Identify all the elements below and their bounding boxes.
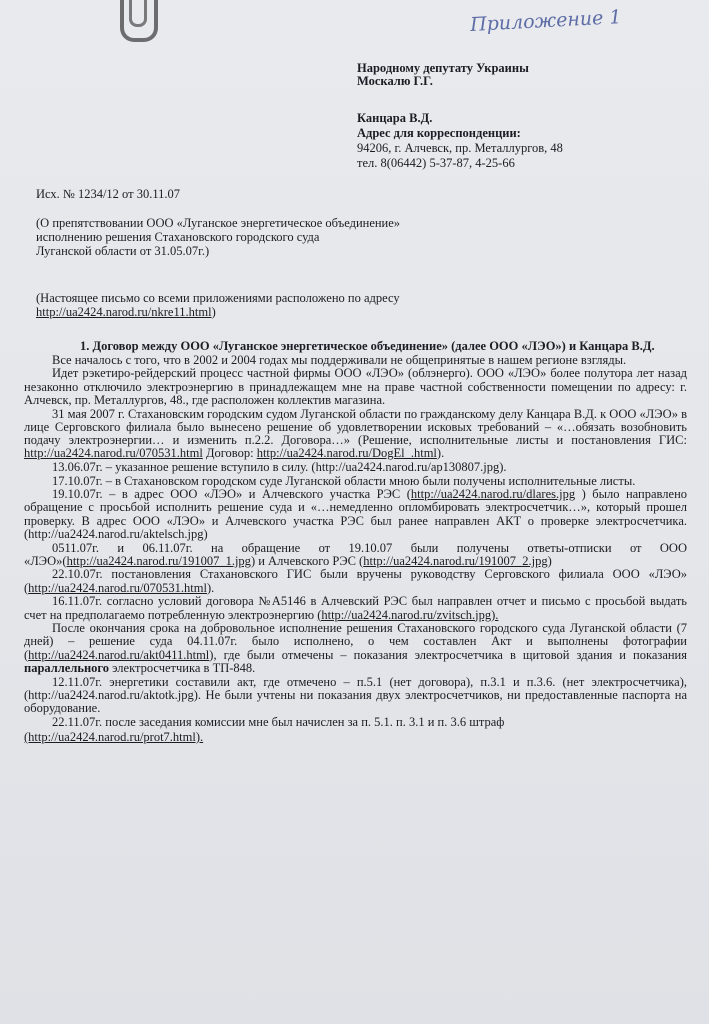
link-prot7[interactable]: (http://ua2424.narod.ru/prot7.html).	[24, 729, 204, 744]
paragraph-4: 13.06.07г. – указанное решение вступило в силу. (http://ua2424.narod.ru/ap130807.jpg).	[52, 459, 507, 474]
link-191007-2[interactable]: http://ua2424.narod.ru/191007_2.jpg	[363, 553, 548, 568]
paragraph-8-a: 22.10.07г. постановления Стахановского ГИС были вручены руководству Серговского филиала ООО «ЛЭО» (	[24, 567, 687, 595]
paragraph-7-c: )	[547, 553, 552, 568]
paragraph-2: Идет рэкетиро-рейдерский процесс частной фирмы ООО «ЛЭО» (облэнерго). ООО «ЛЭО» более полутора лет назад незаконно отключило электроэнергию в принадлежащем мне на праве частной собственности помещении по адресу: г. Алчевск, пр. Металлургов, 48., где расположен коллектив магазина.	[24, 366, 687, 407]
paragraph-3	[24, 408, 687, 461]
sender-address-label: Адрес для корреспонденции:	[357, 126, 521, 140]
paragraph-11: 12.11.07г. энергетики составили акт, где отмечено – п.5.1 (нет договора), п.3.1 и п.3.6. (нет электросчетчика), (http://ua2424.narod.ru/aktotk.jpg). Не были учтены ни показания двух электросчетчиков, ни предоставленные паспорта на оборудование.	[24, 674, 687, 715]
link-dogel[interactable]: http://ua2424.narod.ru/DogEl_.html	[256, 446, 437, 461]
link-070531-2[interactable]: http://ua2424.narod.ru/070531.html	[28, 580, 207, 595]
section-heading: 1. Договор между ООО «Луганское энергетическое объединение» (далее ООО «ЛЭО») и Канцара В.Д.	[80, 339, 655, 353]
subject-line1: (О препятствовании ООО «Луганское энергетическое объединение»	[36, 216, 401, 230]
paragraph-7-b: ) и Алчевского РЭС (	[250, 553, 364, 568]
note-line2	[36, 305, 400, 319]
paragraph-10	[24, 622, 687, 675]
note-block	[36, 291, 400, 319]
paragraph-6-b: ) было направлено обращение с просьбой исполнить решение суда и «…немедленно опломбировать электросчетчик…», который прошел проверку. В адрес ООО «ЛЭО» и Алчевского участка РЭС был ранее направлен АКТ о проверке электросчетчика. (http://ua2424.narod.ru/aktelsch.jpg)	[24, 487, 688, 541]
paragraph-10-b: ), где были отмечены – показания электросчетчика в щитовой здания и показания	[209, 647, 687, 662]
link-191007-1[interactable]: http://ua2424.narod.ru/191007_1.jpg	[66, 553, 251, 568]
paragraph-12: 22.11.07г. после заседания комиссии мне был начислен за п. 5.1. п. 3.1 и п. 3.6 штраф	[52, 714, 505, 729]
note-close: )	[211, 305, 216, 319]
paragraph-6	[24, 488, 687, 541]
paragraph-10-c: электросчетчика в ТП-848.	[109, 660, 256, 675]
paragraph-10-bold: параллельного	[24, 660, 110, 675]
paragraph-9	[24, 595, 687, 621]
paper-clip-inner	[129, 0, 147, 27]
paragraph-8	[24, 568, 687, 594]
note-line1: (Настоящее письмо со всеми приложениями расположено по адресу	[36, 291, 400, 305]
addressee-line1: Народному депутату Украины	[357, 61, 529, 75]
paragraph-5: 17.10.07г. – в Стахановском городском суде Луганской области мною были получены исполнительные листы.	[52, 473, 636, 488]
outgoing-reference: Исх. № 1234/12 от 30.11.07	[36, 187, 181, 201]
letter-body	[24, 340, 687, 745]
subject-block	[36, 216, 400, 258]
sender-block	[357, 111, 563, 171]
sender-name: Канцара В.Д.	[357, 111, 433, 125]
handwritten-note: Приложение 1	[469, 6, 623, 37]
paragraph-12-link-line	[24, 731, 687, 744]
paragraph-3-mid: Договор:	[202, 446, 257, 461]
link-070531[interactable]: http://ua2424.narod.ru/070531.html	[24, 446, 203, 461]
paragraph-3-text: 31 мая 2007 г. Стахановским городским судом Луганской области по гражданскому делу Канцара В.Д. к ООО «ЛЭО» в лице Серговского филиала было вынесено решение об удовлетворении исковых требований – «…обязать возобновить подачу электроэнергии… и изменить п.2.2. Договора…» (Решение, исполнительные листы и постановления ГИС:	[24, 406, 687, 447]
sender-address: 94206, г. Алчевск, пр. Металлургов, 48	[357, 141, 563, 155]
paragraph-8-b: ).	[206, 580, 215, 595]
paragraph-9-text: 16.11.07г. согласно условий договора №А5146 в Алчевский РЭС был направлен отчет и письмо с просьбой выдать счет на предполагаемо потребленную электроэнергию	[24, 594, 687, 622]
sender-phone: тел. 8(06442) 5-37-87, 4-25-66	[357, 156, 515, 170]
paragraph-10-a: После окончания срока на добровольное исполнение решения Стахановского городского суда Луганской области (7 дней) – решение суда 04.11.07г. было исполнено, о чем составлен Акт и выполнены фотографии (	[24, 621, 687, 662]
paragraph-3-end: ).	[436, 446, 445, 461]
subject-line3: Луганской области от 31.05.07г.)	[36, 244, 210, 258]
link-akt0411[interactable]: http://ua2424.narod.ru/akt0411.html	[28, 647, 210, 662]
paragraph-7	[24, 542, 687, 568]
paragraph-7-a: 0511.07г. и 06.11.07г. на обращение от 19.10.07 были получены ответы-отписки от ООО «ЛЭО»(	[24, 540, 687, 568]
note-link[interactable]: http://ua2424.narod.ru/nkre11.html	[36, 305, 212, 319]
addressee-line2: Москалю Г.Г.	[357, 74, 433, 88]
paragraph-6-a: 19.10.07г. – в адрес ООО «ЛЭО» и Алчевского участка РЭС (	[52, 487, 411, 502]
link-zvitsch[interactable]: (http://ua2424.narod.ru/zvitsch.jpg).	[317, 607, 499, 622]
subject-line2: исполнению решения Стахановского городского суда	[36, 230, 320, 244]
link-dlares[interactable]: http://ua2424.narod.ru/dlares.jpg	[410, 487, 576, 502]
paragraph-1: Все началось с того, что в 2002 и 2004 годах мы поддерживали не общепринятые в нашем регионе взгляды.	[52, 352, 627, 367]
addressee-block	[357, 62, 529, 88]
